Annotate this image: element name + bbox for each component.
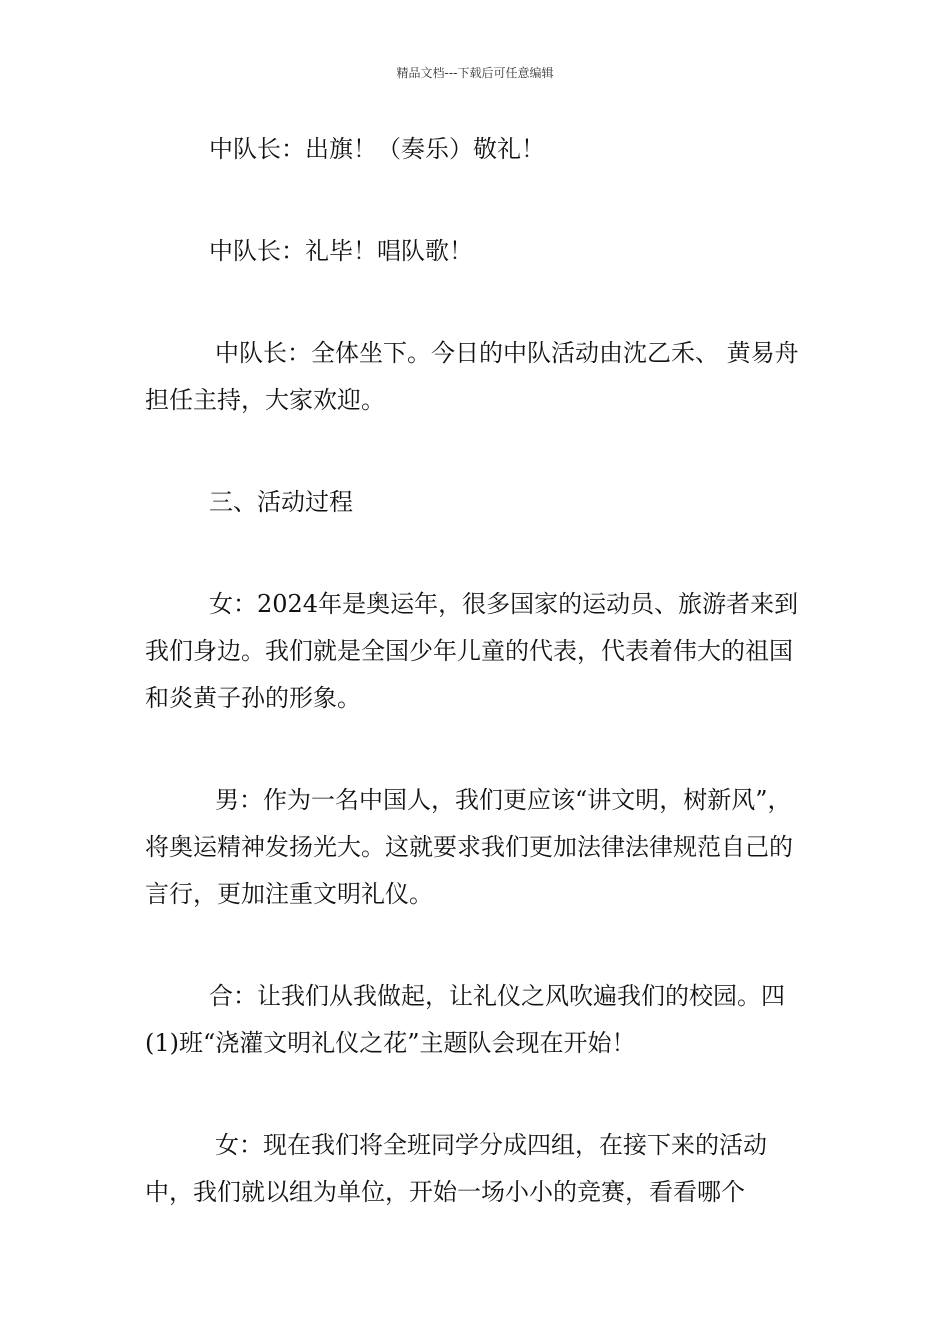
paragraph-together-start: 合：让我们从我做起，让礼仪之风吹遍我们的校园。四(1)班“浇灌文明礼仪之花”主题队会现在开始！ <box>145 982 785 1057</box>
paragraph-flag-raising: 中队长：出旗！（奏乐）敬礼！ <box>209 135 545 163</box>
section-heading-activity-process: 三、活动过程 <box>209 488 353 516</box>
page-header: 精品文档---下载后可任意编辑 <box>396 66 554 80</box>
paragraph-male-civility: 男：作为一名中国人，我们更应该“讲文明，树新风”，将奥运精神发扬光大。这就要求我们更加法律法律规范自己的言行，更加注重文明礼仪。 <box>145 786 793 908</box>
paragraph-team-song: 中队长：礼毕！唱队歌！ <box>209 237 473 265</box>
paragraph-female-groups: 女：现在我们将全班同学分成四组，在接下来的活动中，我们就以组为单位，开始一场小小的竞赛，看看哪个 <box>145 1131 767 1206</box>
document-body <box>145 126 807 1216</box>
paragraph-female-olympics: 女：2024年是奥运年，很多国家的运动员、旅游者来到我们身边。我们就是全国少年儿童的代表，代表着伟大的祖国和炎黄子孙的形象。 <box>145 590 799 712</box>
paragraph-hosts: 中队长：全体坐下。今日的中队活动由沈乙禾、 黄易舟担任主持，大家欢迎。 <box>145 339 799 414</box>
